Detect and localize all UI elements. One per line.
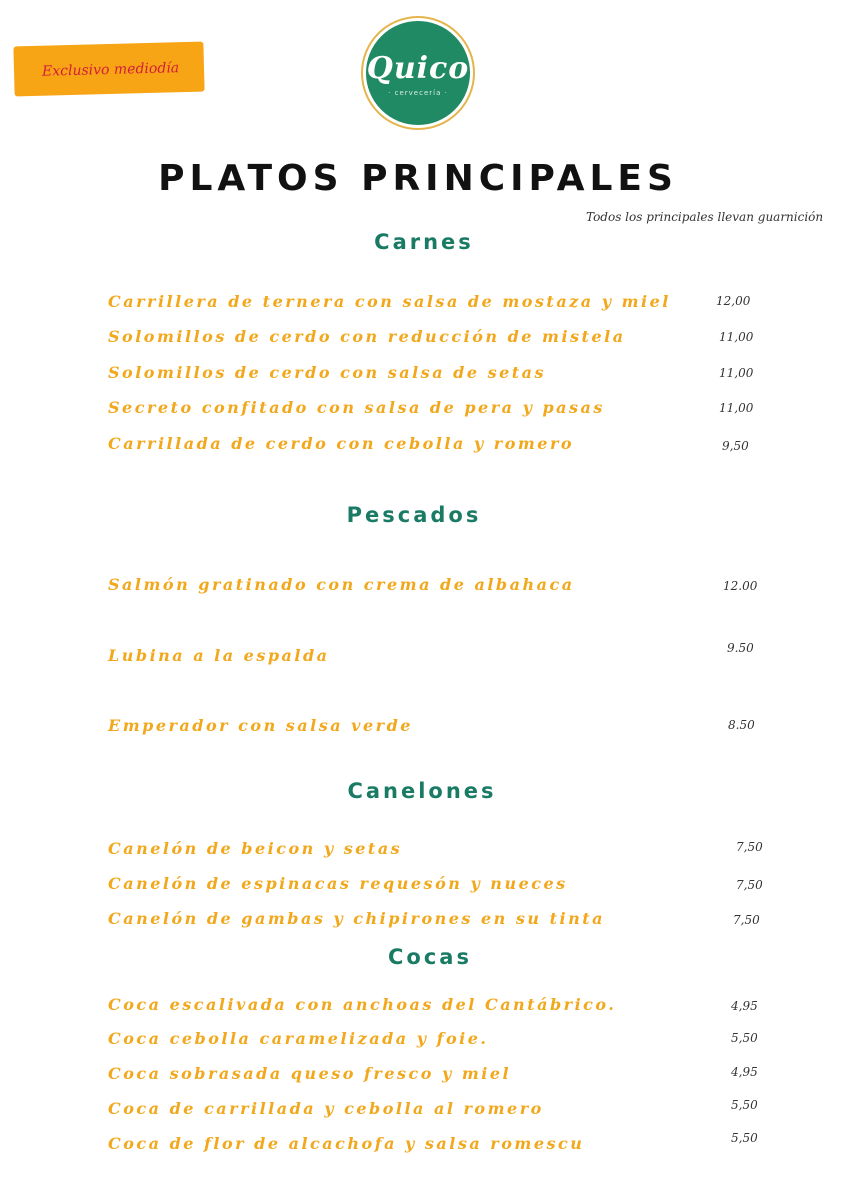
section-heading-pescados: Pescados <box>346 503 482 527</box>
menu-item: Lubina a la espalda <box>108 646 330 665</box>
menu-item: Canelón de beicon y setas <box>108 839 403 858</box>
section-heading-carnes: Carnes <box>374 230 474 254</box>
menu-item: Emperador con salsa verde <box>108 716 413 735</box>
menu-item: Salmón gratinado con crema de albahaca <box>108 575 575 594</box>
menu-item-price: 5,50 <box>731 1031 758 1045</box>
menu-item-price: 8.50 <box>728 718 755 732</box>
menu-item: Coca sobrasada queso fresco y miel <box>108 1064 512 1083</box>
menu-item: Coca de carrillada y cebolla al romero <box>108 1099 544 1118</box>
menu-item-price: 7,50 <box>733 913 760 927</box>
quico-logo <box>363 18 473 128</box>
section-heading-cocas: Cocas <box>388 945 472 969</box>
menu-item-price: 12,00 <box>716 294 751 308</box>
menu-item: Canelón de espinacas requesón y nueces <box>108 874 568 893</box>
badge-text: Exclusivo mediodía <box>41 60 180 80</box>
menu-item: Carrillera de ternera con salsa de mostaza y miel <box>108 292 671 311</box>
lunch-only-badge <box>13 42 204 97</box>
menu-item-price: 7,50 <box>736 840 763 854</box>
menu-item: Carrillada de cerdo con cebolla y romero <box>108 434 575 453</box>
menu-item: Solomillos de cerdo con salsa de setas <box>108 363 547 382</box>
garnish-note: Todos los principales llevan guarnición <box>586 210 824 224</box>
menu-item-price: 4,95 <box>731 1065 758 1079</box>
menu-item: Coca cebolla caramelizada y foie. <box>108 1029 489 1048</box>
menu-item: Coca escalivada con anchoas del Cantábrico. <box>108 995 617 1014</box>
section-heading-canelones: Canelones <box>347 779 497 803</box>
menu-item: Canelón de gambas y chipirones en su tinta <box>108 909 605 928</box>
menu-item-price: 12.00 <box>723 579 758 593</box>
menu-item-price: 11,00 <box>719 401 754 415</box>
menu-item: Solomillos de cerdo con reducción de mistela <box>108 327 626 346</box>
logo-subtitle: · cervecería · <box>388 89 448 97</box>
menu-item-price: 11,00 <box>719 330 754 344</box>
menu-item-price: 9,50 <box>722 439 749 453</box>
menu-item-price: 4,95 <box>731 999 758 1013</box>
page-title: PLATOS PRINCIPALES <box>158 158 678 199</box>
menu-item-price: 7,50 <box>736 878 763 892</box>
menu-item-price: 5,50 <box>731 1131 758 1145</box>
menu-item-price: 11,00 <box>719 366 754 380</box>
menu-item: Secreto confitado con salsa de pera y pasas <box>108 398 605 417</box>
logo-name: Quico <box>366 51 470 86</box>
menu-item: Coca de flor de alcachofa y salsa romescu <box>108 1134 585 1153</box>
menu-item-price: 5,50 <box>731 1098 758 1112</box>
menu-item-price: 9.50 <box>727 641 754 655</box>
